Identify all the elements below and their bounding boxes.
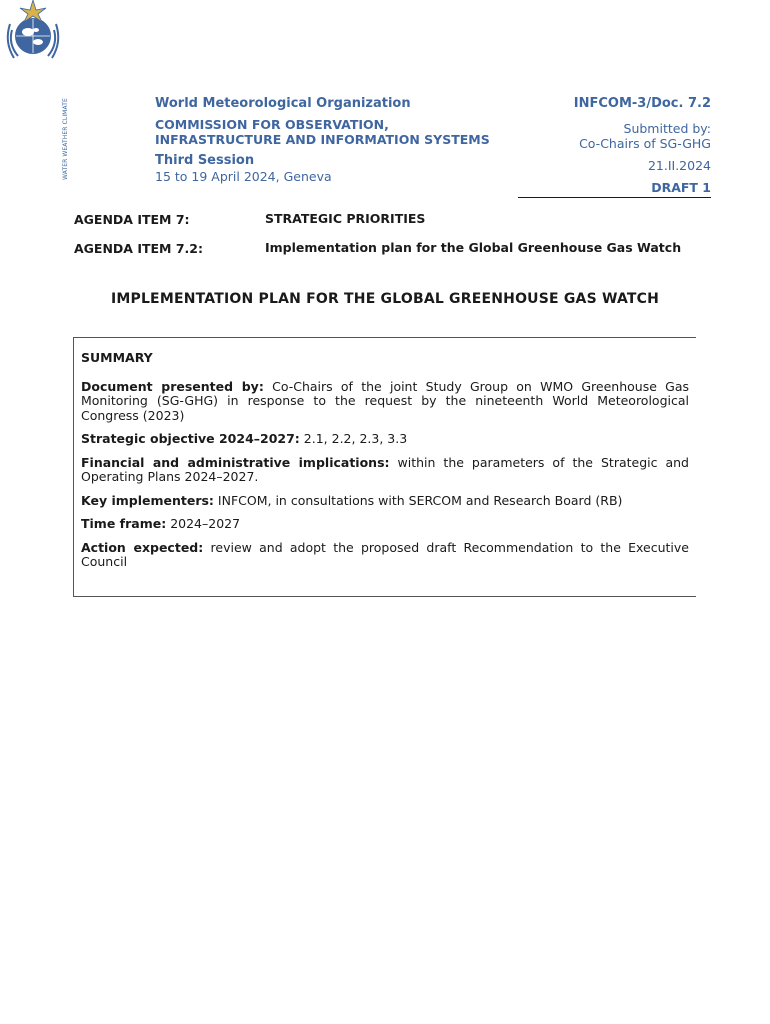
organization-name: World Meteorological Organization [155, 96, 411, 111]
summary-item-text: INFCOM, in consultations with SERCOM and Research Board (RB) [217, 492, 623, 508]
document-number: INFCOM-3/Doc. 7.2 [573, 96, 711, 111]
summary-item [81, 494, 689, 509]
summary-item-label: Action expected: [81, 539, 204, 555]
agenda-label-7: AGENDA ITEM 7: [74, 212, 190, 227]
side-tagline: WATER WEATHER CLIMATE [62, 98, 69, 180]
summary-item-text: review and adopt the proposed draft Recommendation to the Executive Council [81, 539, 689, 569]
summary-item-label: Financial and administrative implications: [81, 454, 390, 470]
wmo-emblem-icon [0, 0, 66, 66]
header-divider [518, 197, 711, 198]
submitted-by [518, 122, 711, 151]
summary-item [81, 517, 689, 532]
session-dates: 15 to 19 April 2024, Geneva [155, 169, 332, 184]
summary-item-text: 2.1, 2.2, 2.3, 3.3 [303, 431, 408, 446]
document-date: 21.II.2024 [647, 158, 711, 173]
submitted-label: Submitted by: [623, 121, 711, 136]
commission-line-2: INFRASTRUCTURE AND INFORMATION SYSTEMS [155, 131, 490, 147]
summary-item-label: Document presented by: [81, 378, 264, 394]
wmo-logo [0, 0, 66, 66]
agenda-text-7: STRATEGIC PRIORITIES [265, 211, 426, 226]
summary-item [81, 380, 689, 424]
summary-item-text: Co-Chairs of the joint Study Group on WMO Greenhouse Gas Monitoring (SG-GHG) in response to the request by the nineteenth World Meteorological Congress (2023) [81, 378, 690, 423]
summary-heading: SUMMARY [81, 350, 153, 365]
commission-line-1: COMMISSION FOR OBSERVATION, [155, 117, 389, 132]
summary-item-label: Strategic objective 2024–2027: [81, 431, 300, 446]
submitted-by-value: Co-Chairs of SG-GHG [579, 135, 711, 151]
summary-item [81, 541, 689, 570]
summary-content [81, 351, 689, 579]
draft-status: DRAFT 1 [651, 180, 711, 195]
document-title: IMPLEMENTATION PLAN FOR THE GLOBAL GREENHOUSE GAS WATCH [110, 291, 660, 307]
agenda-text-7-2: Implementation plan for the Global Greenhouse Gas Watch [265, 240, 682, 255]
header-right [518, 96, 711, 196]
summary-item [81, 456, 689, 485]
summary-item [81, 432, 689, 447]
summary-item-label: Time frame: [81, 516, 167, 531]
commission-name [155, 118, 525, 147]
agenda-label-7-2: AGENDA ITEM 7.2: [74, 241, 203, 256]
summary-item-label: Key implementers: [81, 492, 214, 508]
summary-item-text: within the parameters of the Strategic and Operating Plans 2024–2027. [81, 454, 689, 484]
session-name: Third Session [155, 153, 255, 168]
summary-box [73, 337, 696, 597]
summary-item-text: 2024–2027 [170, 516, 241, 531]
header-left [155, 96, 525, 185]
